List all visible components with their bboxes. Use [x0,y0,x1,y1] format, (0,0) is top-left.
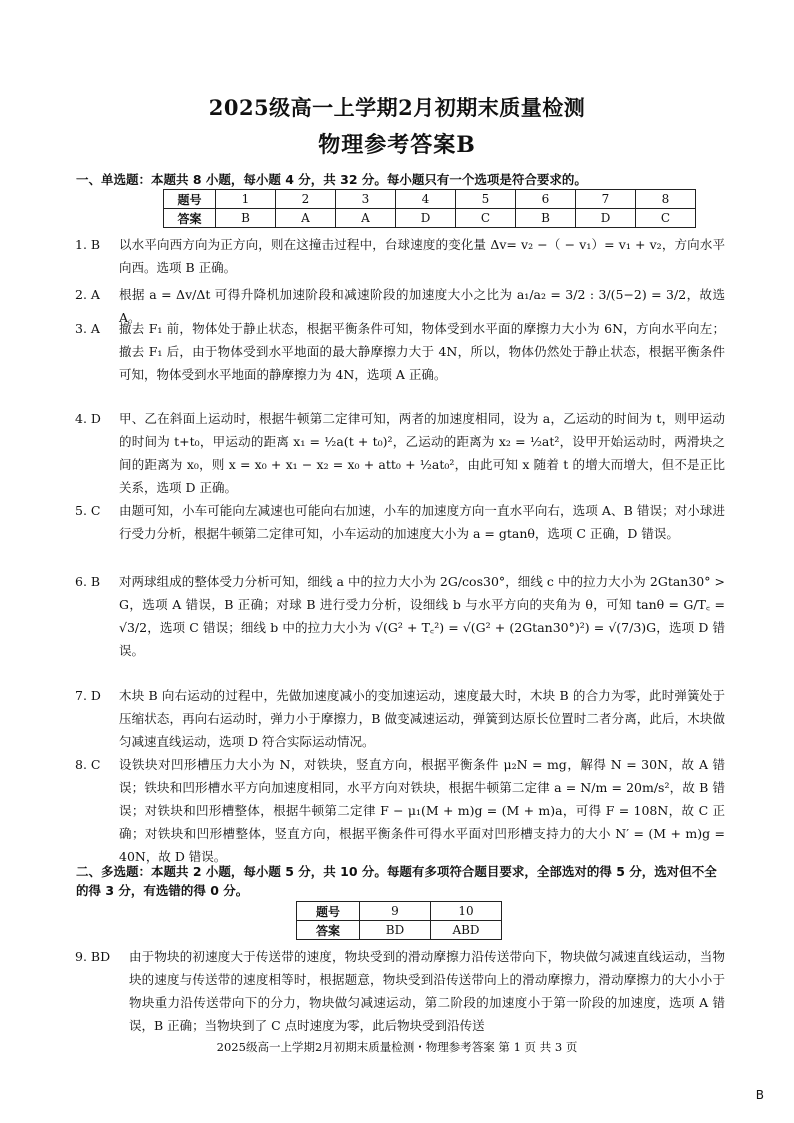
table-header-cell: 题号 [297,902,360,921]
table-row [297,921,502,940]
question-solution: 木块 B 向右运动的过程中，先做加速度减小的变加速运动，速度最大时，木块 B 的合力为零，此时弹簧处于压缩状态，再向右运动时，弹力小于摩擦力，B 做变减速运动，弹簧到达原长位置时二者分离，此后，木块做匀减速直线运动，选项 D 符合实际运动情况。 [119,688,725,749]
page-footer: 2025级高一上学期2月初期末质量检测・物理参考答案 第 1 页 共 3 页 [216,1040,578,1054]
question-7 [75,684,725,753]
question-6 [75,570,725,662]
table-header-cell: 题号 [164,190,216,209]
table-cell: B [516,209,576,228]
question-number: 8. C [75,757,101,772]
question-4 [75,407,725,499]
question-solution: 以水平向西方向为正方向，则在这撞击过程中，台球速度的变化量 Δv= v₂ −（ − v₁）= v₁ + v₂，方向水平向西。选项 B 正确。 [119,237,725,275]
question-number: 2. A [75,287,100,302]
table-cell: 1 [216,190,276,209]
table-cell: ABD [431,921,502,940]
table-header-cell: 答案 [164,209,216,228]
table-cell: 4 [396,190,456,209]
table-cell: C [636,209,696,228]
table-cell: C [456,209,516,228]
question-number: 1. B [75,237,101,252]
table-cell: A [276,209,336,228]
question-number: 3. A [75,321,100,336]
table-row [164,209,696,228]
question-solution: 甲、乙在斜面上运动时，根据牛顿第二定律可知，两者的加速度相同，设为 a，乙运动的时间为 t，则甲运动的时间为 t+t₀，甲运动的距离 x₁ = ½a(t + t₀)²，乙运动的距离为 x₂ = ½at²，设甲开始运动时，两滑块之间的距离为 x₀，则 x = x₀ + x₁ − x₂ = x₀ + att₀ + ½at₀²，由此可知 x 随着 t 的增大而增大，但不是正比关系，选项 D 正确。 [119,411,725,495]
single-choice-answer-table [163,189,696,228]
question-3 [75,317,725,386]
table-cell: 3 [336,190,396,209]
question-number: 7. D [75,688,101,703]
question-solution: 由于物块的初速度大于传送带的速度，物块受到的滑动摩擦力沿传送带向下，物块做匀减速直线运动，当物块的速度与传送带的速度相等时，根据题意，物块受到沿传送带向上的滑动摩擦力，滑动摩擦力的大小小于物块重力沿传送带向下的分力，物块做匀减速运动，第二阶段的加速度小于第一阶段的加速度，选项 A 错误，B 正确；当物块到了 C 点时速度为零，此后物块受到沿传送 [129,949,725,1033]
multi-choice-answer-table [296,901,502,940]
table-cell: B [216,209,276,228]
question-solution: 根据 a = Δv/Δt 可得升降机加速阶段和减速阶段的加速度大小之比为 a₁/a₂ = 3/2 : 3/(5−2) = 3/2，故选 A。 [119,287,725,325]
table-row [164,190,696,209]
section-multi-choice-heading: 二、多选题：本题共 2 小题，每小题 5 分，共 10 分。每题有多项符合题目要求，全部选对的得 5 分，选对但不全的得 3 分，有选错的得 0 分。 [76,864,717,898]
section-single-choice-heading: 一、单选题：本题共 8 小题，每小题 4 分，共 32 分。每小题只有一个选项是符合要求的。 [76,172,587,187]
question-number: 6. B [75,574,101,589]
table-cell: D [576,209,636,228]
table-cell: BD [360,921,431,940]
table-cell: 5 [456,190,516,209]
table-cell: 10 [431,902,502,921]
table-cell: 6 [516,190,576,209]
table-row [297,902,502,921]
answer-title: 物理参考答案B [318,132,476,158]
table-cell: 2 [276,190,336,209]
question-8 [75,753,725,868]
question-solution: 设铁块对凹形槽压力大小为 N，对铁块，竖直方向，根据平衡条件 μ₂N = mg，解得 N = 30N，故 A 错误；铁块和凹形槽水平方向加速度相同，水平方向对铁块，根据牛顿第二定律 a = N/m = 20m/s²，故 B 错误；对铁块和凹形槽整体，根据牛顿第二定律 F − μ₁(M + m)g = (M + m)a，可得 F = 108N，故 C 正确；对铁块和凹形槽整体，竖直方向，根据平衡条件可得水平面对凹形槽支持力的大小 N′ = (M + m)g = 40N，故 D 错误。 [119,757,725,864]
table-cell: A [336,209,396,228]
question-1 [75,233,725,279]
table-cell: 8 [636,190,696,209]
question-5 [75,499,725,545]
question-solution: 由题可知，小车可能向左减速也可能向右加速，小车的加速度方向一直水平向右，选项 A、B 错误；对小球进行受力分析，根据牛顿第二定律可知，小车运动的加速度大小为 a = gtanθ，选项 C 正确，D 错误。 [119,503,725,541]
table-cell: D [396,209,456,228]
question-solution: 撤去 F₁ 前，物体处于静止状态，根据平衡条件可知，物体受到水平面的摩擦力大小为 6N，方向水平向左；撤去 F₁ 后，由于物体受到水平地面的最大静摩擦力大于 4N，所以，物体仍然处于静止状态，根据平衡条件可知，物体受到水平地面的静摩擦力为 4N，选项 A 正确。 [119,321,725,382]
version-mark: B [755,1088,764,1102]
table-cell: 9 [360,902,431,921]
question-solution: 对两球组成的整体受力分析可知，细线 a 中的拉力大小为 2G/cos30°，细线 c 中的拉力大小为 2Gtan30° > G，选项 A 错误，B 正确；对球 B 进行受力分析，设细线 b 与水平方向的夹角为 θ，可知 tanθ = G/T꜀ = √3/2，选项 C 错误；细线 b 中的拉力大小为 √(G² + T꜀²) = √(G² + (2Gtan30°)²) = √(7/3)G，选项 D 错误。 [119,574,725,658]
question-number: 4. D [75,411,101,426]
table-header-cell: 答案 [297,921,360,940]
question-number: 5. C [75,503,101,518]
question-number: 9. BD [75,949,111,964]
question-9 [75,945,725,1037]
table-cell: 7 [576,190,636,209]
exam-title: 2025级高一上学期2月初期末质量检测 [208,95,586,120]
